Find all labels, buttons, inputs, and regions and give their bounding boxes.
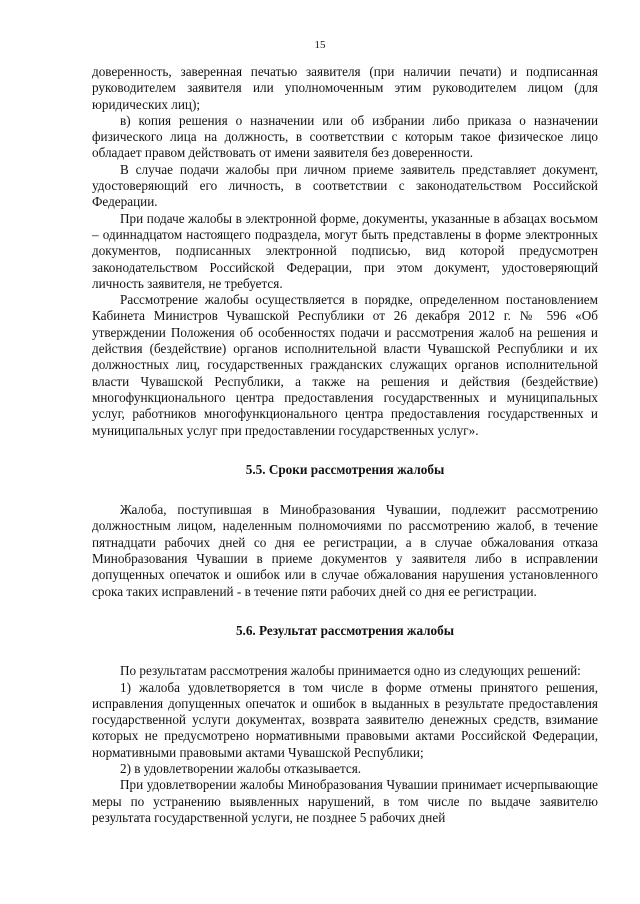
list-item: 1) жалоба удовлетворяется в том числе в форме отмены принятого решения, исправления допущенных опечаток и ошибок в выданных в результате предоставления государственной услуги документах, возврата заявителю денежных средств, взимание которых не предусмотрено нормативными правовыми актами Российской Федерации, нормативными правовыми актами Чувашской Республики;: [92, 679, 598, 760]
paragraph: доверенность, заверенная печатью заявителя (при наличии печати) и подписанная руководителем заявителя или уполномоченным этим руководителем лицом (для юридических лиц);: [92, 64, 598, 112]
paragraph: По результатам рассмотрения жалобы принимается одно из следующих решений:: [120, 663, 581, 679]
paragraph: При подаче жалобы в электронной форме, документы, указанные в абзацах восьмом – одиннадцатом настоящего подраздела, могут быть представлены в форме электронных документов, подписанных электронной подписью, вид которой предусмотрен законодательством Российской Федерации, при этом документ, удостоверяющий личность заявителя, не требуется.: [92, 210, 598, 291]
paragraph: Рассмотрение жалобы осуществляется в порядке, определенном постановлением Кабинета Министров Чувашской Республики от 26 декабря 2012 г. № 596 «Об утверждении Положения об особенностях подачи и рассмотрения жалоб на решения и действия (бездействие) органов исполнительной власти Чувашской Республики и их должностных лиц, государственных гражданских служащих органов исполнительной власти Чувашской Республики, а также на решения и действия (бездействие) многофункционального центра предоставления государственных и муниципальных услуг, работников многофункционального центра предоставления государственных и муниципальных услуг при предоставлении государственных услуг».: [92, 292, 598, 438]
document-body: [92, 64, 598, 826]
section-heading-5-5: 5.5. Сроки рассмотрения жалобы: [245, 461, 445, 477]
paragraph: При удовлетворении жалобы Минобразования Чувашии принимает исчерпывающие меры по устранению выявленных нарушений, в том числе по выдаче заявителю результата государственной услуги, не позднее 5 рабочих дней: [92, 777, 598, 825]
paragraph: В случае подачи жалобы при личном приеме заявитель представляет документ, удостоверяющий его личность, в соответствии с законодательством Российской Федерации.: [92, 161, 598, 210]
list-item: 2) в удовлетворении жалобы отказывается.: [120, 760, 362, 776]
section-heading-5-6: 5.6. Результат рассмотрения жалобы: [235, 622, 455, 638]
page-number: 15: [314, 39, 326, 51]
paragraph: Жалоба, поступившая в Минобразования Чувашии, подлежит рассмотрению должностным лицом, наделенным полномочиями по рассмотрению жалоб, в течение пятнадцати рабочих дней со дня ее регистрации, а в случае обжалования отказа Минобразования Чувашии в приеме документов у заявителя либо в исправлении допущенных опечаток и ошибок или в случае обжалования нарушения установленного срока таких исправлений - в течение пяти рабочих дней со дня ее регистрации.: [92, 502, 598, 599]
paragraph: в) копия решения о назначении или об избрании либо приказа о назначении физического лица на должность, в соответствии с которым такое физическое лицо обладает правом действовать от имени заявителя без доверенности.: [92, 112, 598, 161]
